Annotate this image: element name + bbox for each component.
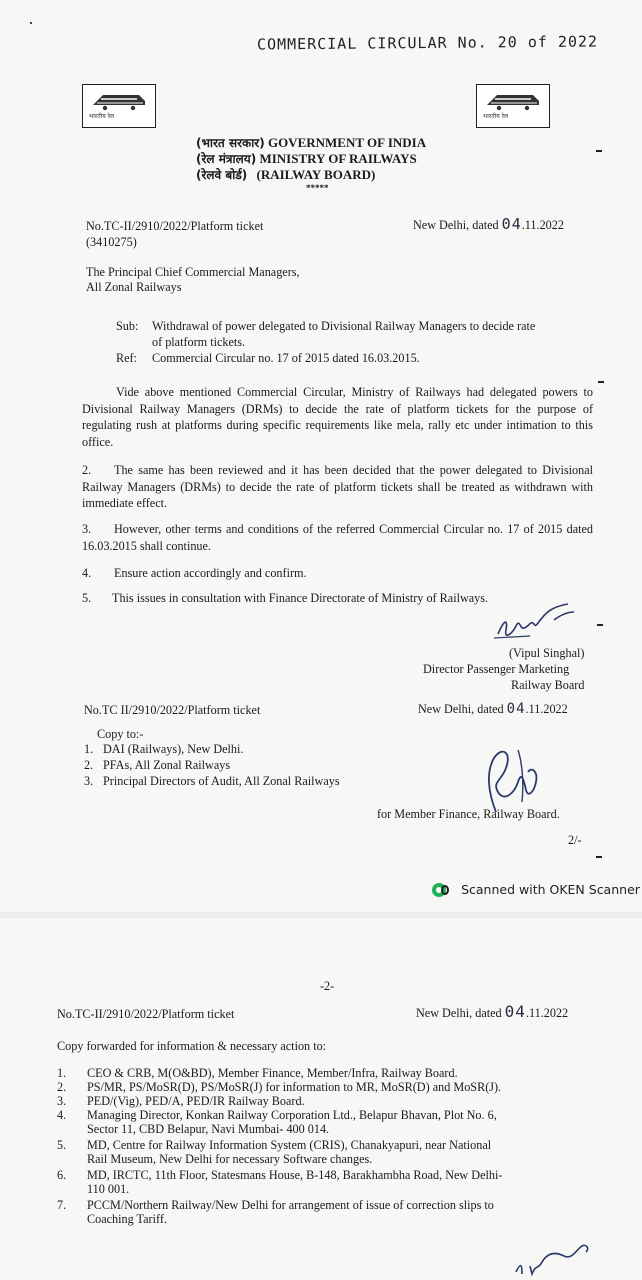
list-item	[57, 1107, 617, 1137]
for-member-finance: for Member Finance, Railway Board.	[377, 807, 560, 821]
letterhead-english-2: MINISTRY OF RAILWAYS	[259, 151, 417, 166]
date-suffix: .11.2022	[525, 1006, 569, 1020]
reference-label: Ref:	[116, 351, 137, 365]
paragraph-4: Ensure action accordingly and confirm.	[114, 566, 307, 580]
letterhead	[196, 135, 456, 193]
list-item	[57, 1079, 617, 1093]
letter-date	[413, 216, 564, 233]
paragraph-4-number: 4.	[82, 566, 92, 580]
list-item-text: DAI (Railways), New Delhi.	[103, 742, 244, 756]
paragraph-5-number: 5.	[82, 591, 92, 605]
list-item	[84, 741, 340, 757]
copy-reference-number: No.TC II/2910/2022/Platform ticket	[84, 703, 261, 717]
paragraph-1: Vide above mentioned Commercial Circular, Ministry of Railways had delegated powers to Divisional Railway Managers (DRMs) to decide the rate of platform tickets for the purpose of regulating rush at platforms during specific requirements like mela, rally etc under intimation to this office.	[82, 385, 593, 449]
list-item	[84, 773, 340, 789]
copy-to-label: Copy to:-	[97, 727, 144, 741]
subject-label: Sub:	[116, 319, 139, 333]
forward-intro: Copy forwarded for information & necessary action to:	[57, 1039, 327, 1053]
paragraph-2-number: 2.	[82, 463, 92, 477]
reference-number: No.TC-II/2910/2022/Platform ticket	[86, 219, 264, 233]
circular-number-handwritten: COMMERCIAL CIRCULAR No. 20 of 2022	[256, 32, 599, 54]
list-item-text: Coaching Tariff.	[87, 1212, 167, 1226]
list-item-text: 110 001.	[87, 1182, 130, 1196]
list-item	[57, 1167, 617, 1197]
signatory-organisation: Railway Board	[511, 678, 585, 692]
letterhead-hindi-3: (रेलवे बोर्ड)	[196, 168, 248, 182]
scan-speck	[30, 22, 32, 24]
page2-date	[416, 1004, 568, 1021]
list-item	[84, 757, 340, 773]
list-item-number: 5.	[57, 1138, 67, 1152]
date-suffix: .11.2022	[525, 702, 568, 716]
date-handwritten: 04	[501, 215, 522, 233]
list-item-number: 1.	[84, 742, 94, 756]
paragraph-3-number: 3.	[82, 522, 92, 536]
logo-text: भारतीय रेल	[89, 113, 115, 120]
list-item-number: 4.	[57, 1108, 67, 1122]
list-item-text: Rail Museum, New Delhi for necessary Software changes.	[87, 1152, 373, 1166]
paragraph-3	[82, 521, 593, 554]
railway-logo-left	[82, 84, 156, 128]
date-prefix: New Delhi, dated	[416, 1006, 502, 1020]
paragraph-3-text: However, other terms and conditions of the referred Commercial Circular no. 17 of 2015 dated 16.03.2015 shall continue.	[82, 522, 593, 553]
list-item-number: 1.	[57, 1066, 67, 1080]
list-item-text: PS/MR, PS/MoSR(D), PS/MoSR(J) for information to MR, MoSR(D) and MoSR(J).	[87, 1080, 502, 1094]
margin-mark	[596, 150, 602, 152]
list-item-number: 3.	[57, 1094, 67, 1108]
letterhead-stars: *****	[306, 183, 329, 193]
list-item-number: 7.	[57, 1198, 67, 1212]
letterhead-english-3: (RAILWAY BOARD)	[256, 167, 376, 182]
addressee-line-1: The Principal Chief Commercial Managers,	[86, 265, 300, 279]
list-item	[57, 1137, 617, 1167]
page-2	[0, 918, 642, 1280]
paragraph-2-text: The same has been reviewed and it has been decided that the power delegated to Divisional Railway Managers (DRMs) to decide the rate of platform tickets shall be treated as withdrawn with immediate effect.	[82, 463, 593, 510]
paragraph-2	[82, 462, 593, 512]
list-item	[57, 1065, 617, 1079]
oken-scanner-icon	[432, 882, 452, 898]
addressee-line-2: All Zonal Railways	[86, 280, 182, 294]
paragraph-5: This issues in consultation with Finance Directorate of Ministry of Railways.	[112, 591, 489, 605]
scanner-label: Scanned with OKEN Scanner	[461, 882, 640, 897]
list-item-number: 2.	[84, 758, 94, 772]
page2-reference-number: No.TC-II/2910/2022/Platform ticket	[57, 1007, 235, 1021]
logo-text: भारतीय रेल	[483, 113, 509, 120]
railway-logo-right	[476, 84, 550, 128]
date-prefix: New Delhi, dated	[418, 702, 504, 716]
scanner-watermark	[432, 879, 640, 899]
copy-date	[418, 701, 568, 717]
signature-vipul-singhal	[490, 600, 600, 650]
page-number: -2-	[320, 979, 335, 993]
copy-to-list	[84, 741, 340, 789]
train-logo-icon	[485, 89, 541, 111]
list-item-text: CEO & CRB, M(O&BD), Member Finance, Member/Infra, Railway Board.	[87, 1066, 458, 1080]
list-item-text: Sector 11, CBD Belapur, Navi Mumbai- 400 014.	[87, 1122, 330, 1136]
date-handwritten: 04	[506, 701, 526, 717]
forward-list	[57, 1065, 617, 1227]
reference-text: Commercial Circular no. 17 of 2015 dated 16.03.2015.	[152, 351, 420, 365]
date-suffix: .11.2022	[521, 218, 564, 232]
list-item-text: PFAs, All Zonal Railways	[103, 758, 231, 772]
list-item-text: Managing Director, Konkan Railway Corporation Ltd., Belapur Bhavan, Plot No. 6,	[87, 1108, 497, 1122]
file-number: (3410275)	[86, 235, 137, 249]
page-continuation-marker: 2/-	[568, 833, 582, 847]
signature-page-2	[510, 1240, 610, 1280]
list-item-number: 2.	[57, 1080, 67, 1094]
date-handwritten: 04	[504, 1002, 526, 1021]
list-item-text: PCCM/Northern Railway/New Delhi for arrangement of issue of correction slips to	[87, 1198, 494, 1212]
list-item-text: Principal Directors of Audit, All Zonal Railways	[103, 774, 340, 788]
letterhead-hindi-1: (भारत सरकार)	[196, 136, 265, 150]
list-item	[57, 1197, 617, 1227]
list-item	[57, 1093, 617, 1107]
list-item-text: MD, IRCTC, 11th Floor, Statesmans House, B-148, Barakhambha Road, New Delhi-	[87, 1168, 503, 1182]
letterhead-english-1: GOVERNMENT OF INDIA	[267, 135, 427, 150]
subject-text-2: of platform tickets.	[152, 335, 246, 349]
list-item-text: MD, Centre for Railway Information System (CRIS), Chanakyapuri, near National	[87, 1138, 492, 1152]
train-logo-icon	[91, 89, 147, 111]
list-item-number: 6.	[57, 1168, 67, 1182]
signatory-title: Director Passenger Marketing	[423, 662, 570, 676]
list-item-number: 3.	[84, 774, 94, 788]
subject-text-1: Withdrawal of power delegated to Divisional Railway Managers to decide rate	[152, 319, 536, 333]
letterhead-hindi-2: (रेल मंत्रालय)	[196, 152, 257, 166]
signatory-name: (Vipul Singhal)	[509, 646, 585, 660]
date-prefix: New Delhi, dated	[413, 218, 499, 232]
margin-mark	[597, 624, 603, 626]
margin-mark	[596, 856, 602, 858]
list-item-text: PED/(Vig), PED/A, PED/IR Railway Board.	[87, 1094, 305, 1108]
margin-mark	[598, 381, 604, 383]
